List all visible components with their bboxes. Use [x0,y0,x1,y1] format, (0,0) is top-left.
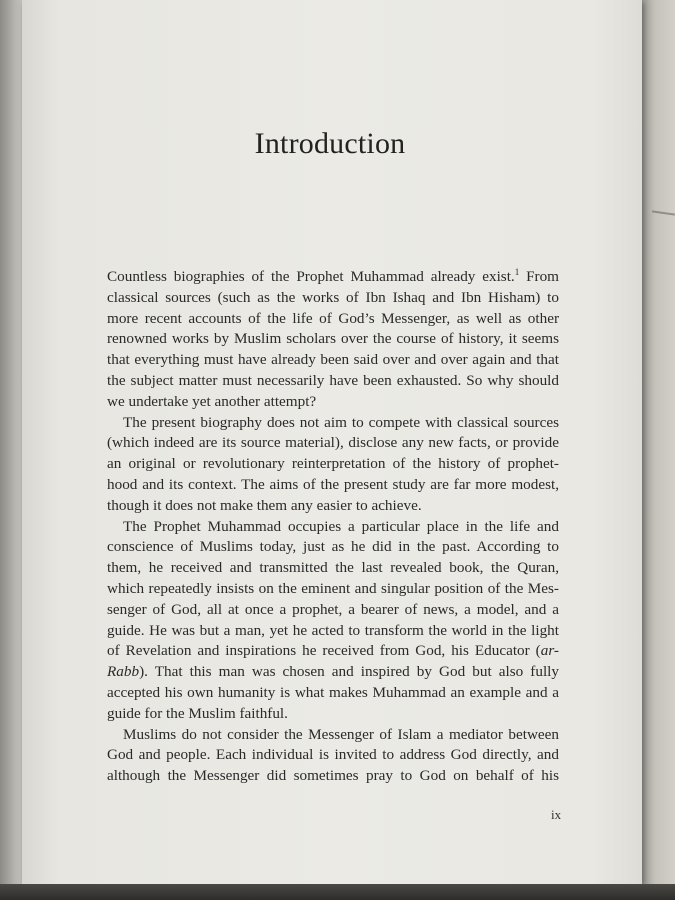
text-line: the subject matter must necessarily have been exhausted. So why should [107,371,559,389]
text-line: Rabb). That this man was chosen and inspired by God but also fully [107,663,559,681]
text-line: hood and its context. The aims of the present study are far more modest, [107,475,559,493]
text-line: which repeatedly insists on the eminent and singular position of the Mes- [107,579,559,597]
text-line: them, he received and transmitted the last revealed book, the Quran, [107,559,559,577]
text-line: guide. He was but a man, yet he acted to transform the world in the light [107,621,559,639]
text-line: accepted his own humanity is what makes Muhammad an example and a [107,683,559,701]
text-line: guide for the Muslim faithful. [107,704,288,722]
chapter-title: Introduction [254,127,406,160]
text-line: we undertake yet another attempt? [107,392,317,410]
text-line: that everything must have already been said over and over again and that [107,351,559,369]
text-line: although the Messenger did sometimes pray to God on behalf of his [107,767,559,785]
text-line: God and people. Each individual is invited to address God directly, and [107,746,559,764]
text-line: classical sources (such as the works of Ibn Ishaq and Ibn Hisham) to [107,288,559,306]
text-line: senger of God, all at once a prophet, a bearer of news, a model, and a [107,600,559,618]
text-line: conscience of Muslims today, just as he did in the past. According to [107,538,559,556]
page-number: ix [551,807,562,822]
text-line: of Revelation and inspirations he received from God, his Educator (ar- [107,642,559,660]
body-text [107,267,559,787]
footnote-marker: 1 [514,267,520,277]
text-line: Muslims do not consider the Messenger of Islam a mediator between [123,725,559,743]
text-line: The present biography does not aim to compete with classical sources [123,413,559,431]
text-line: renowned works by Muslim scholars over the course of history, it seems [107,330,559,348]
text-line: The Prophet Muhammad occupies a particular place in the life and [123,517,559,535]
text-line: though it does not make them any easier to achieve. [107,496,422,514]
text-line: (which indeed are its source material), disclose any new facts, or provide [107,434,559,452]
text-line: Countless biographies of the Prophet Muhammad already exist.$^1$ From [107,267,559,285]
bottom-shadow [0,884,675,900]
text-line: more recent accounts of the life of God’s Messenger, as well as other [107,309,559,327]
text-line: an original or revolutionary reinterpretation of the history of prophet- [107,455,559,473]
